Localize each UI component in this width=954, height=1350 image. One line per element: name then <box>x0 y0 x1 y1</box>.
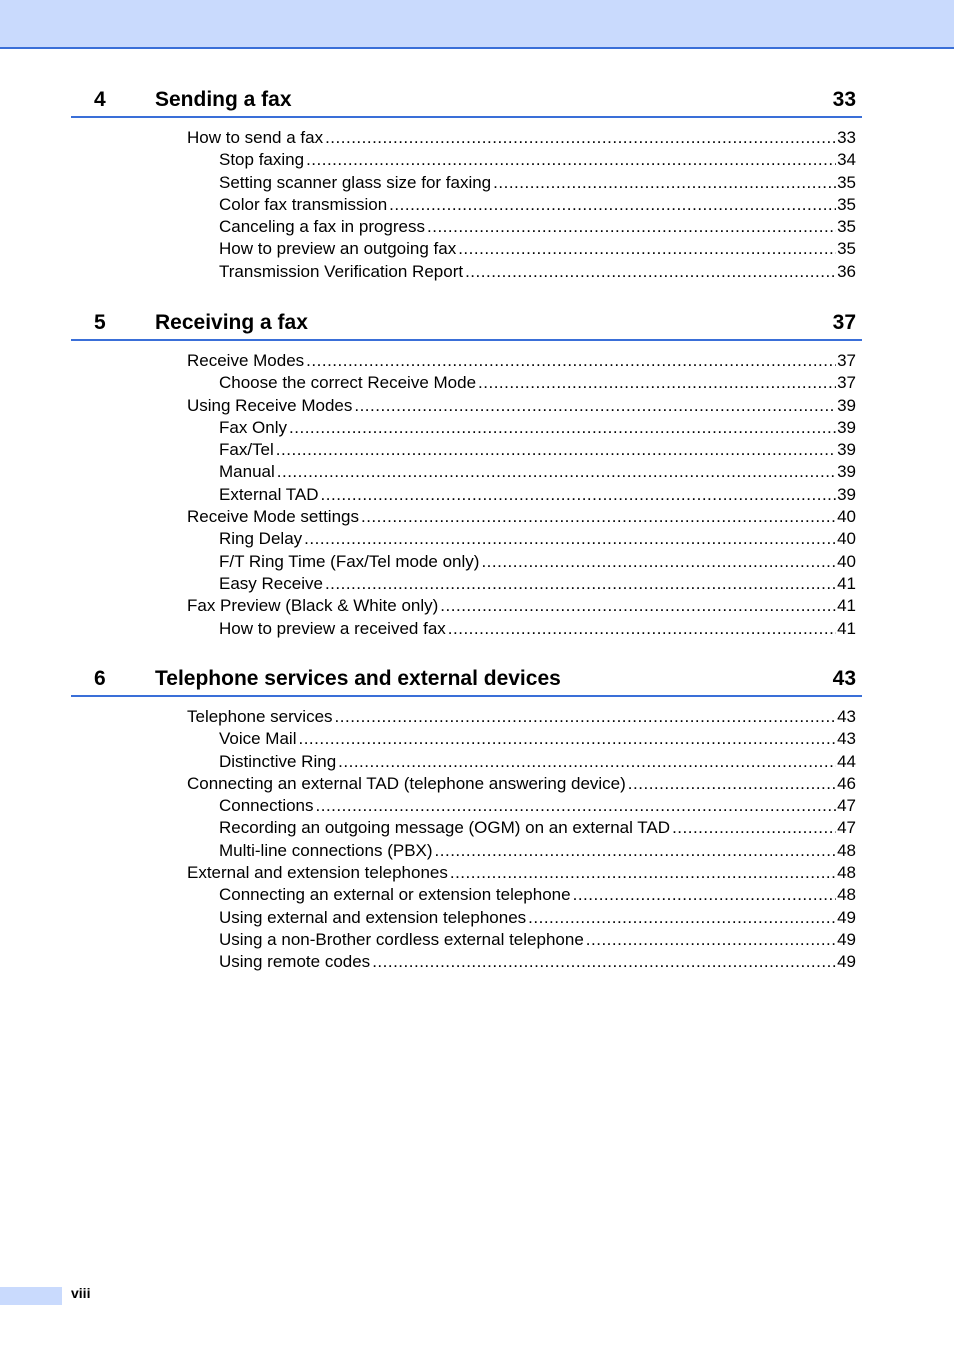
chapter-heading-5 <box>71 311 862 341</box>
toc-entry-title: Connections <box>219 796 314 816</box>
toc-entry-page: 49 <box>837 907 856 927</box>
toc-entry-title: Ring Delay <box>219 529 303 549</box>
toc-entry-title: Fax Preview (Black & White only) <box>187 596 439 616</box>
toc-entry-title: Color fax transmission <box>219 194 388 214</box>
dot-leader <box>427 216 836 238</box>
dot-leader <box>440 595 836 617</box>
toc-entry-title: Connecting an external or extension telephone <box>219 885 571 905</box>
toc-entry-title: Choose the correct Receive Mode <box>219 373 477 393</box>
toc-entry[interactable] <box>219 417 856 439</box>
toc-entry-title: Using remote codes <box>219 952 371 972</box>
dot-leader <box>478 372 836 394</box>
toc-entry-page: 47 <box>837 796 856 816</box>
dot-leader <box>458 238 836 260</box>
dot-leader <box>306 149 836 171</box>
dot-leader <box>448 618 836 640</box>
dot-leader <box>435 840 837 862</box>
chapter-page: 33 <box>832 88 856 111</box>
toc-entry[interactable] <box>187 862 856 884</box>
dot-leader <box>335 706 837 728</box>
toc-entry[interactable] <box>219 261 856 283</box>
dot-leader <box>306 350 836 372</box>
toc-entry[interactable] <box>219 149 856 171</box>
chapter-title: Sending a fax <box>155 88 292 111</box>
dot-leader <box>354 395 836 417</box>
dot-leader <box>325 573 836 595</box>
toc-entry[interactable] <box>219 907 856 929</box>
toc-entry-page: 46 <box>837 773 856 793</box>
toc-entry[interactable] <box>219 172 856 194</box>
toc-entry-title: Connecting an external TAD (telephone answering device) <box>187 773 626 793</box>
toc-entry-page: 43 <box>837 729 856 749</box>
toc-entry[interactable] <box>219 728 856 750</box>
toc-entry[interactable] <box>219 929 856 951</box>
toc-entry[interactable] <box>219 194 856 216</box>
toc-entry[interactable] <box>219 372 856 394</box>
toc-entry[interactable] <box>219 951 856 973</box>
toc-entry-page: 39 <box>837 462 856 482</box>
chapter-entries-5 <box>0 350 954 640</box>
toc-entry[interactable] <box>219 551 856 573</box>
toc-entry[interactable] <box>219 795 856 817</box>
toc-entry-title: Setting scanner glass size for faxing <box>219 172 492 192</box>
toc-entry-page: 35 <box>837 172 856 192</box>
toc-entry-page: 40 <box>837 551 856 571</box>
chapter-entries-4 <box>0 127 954 283</box>
dot-leader <box>277 461 836 483</box>
chapter-number: 5 <box>94 311 106 334</box>
toc-entry-page: 48 <box>837 840 856 860</box>
toc-entry-page: 39 <box>837 484 856 504</box>
dot-leader <box>586 929 836 951</box>
toc-entry-page: 40 <box>837 507 856 527</box>
toc-entry[interactable] <box>219 840 856 862</box>
toc-entry[interactable] <box>219 618 856 640</box>
toc-entry[interactable] <box>219 484 856 506</box>
chapter-heading-6 <box>71 667 862 697</box>
toc-entry-page: 37 <box>837 373 856 393</box>
toc-entry-page: 39 <box>837 395 856 415</box>
toc-entry[interactable] <box>219 817 856 839</box>
toc-entry-title: How to send a fax <box>187 128 324 147</box>
toc-entry-page: 34 <box>837 150 856 170</box>
toc-entry-title: Multi-line connections (PBX) <box>219 840 433 860</box>
chapter-title: Telephone services and external devices <box>155 667 561 690</box>
toc-entry-page: 41 <box>837 596 856 616</box>
toc-entry[interactable] <box>219 573 856 595</box>
toc-entry-title: Receive Mode settings <box>187 507 359 527</box>
toc-entry-page: 35 <box>837 239 856 259</box>
dot-leader <box>465 261 836 283</box>
toc-entry-title: Voice Mail <box>219 729 297 749</box>
chapter-number: 4 <box>94 88 106 111</box>
toc-entry-title: Canceling a fax in progress <box>219 217 426 237</box>
chapter-title: Receiving a fax <box>155 311 308 334</box>
toc-entry-page: 36 <box>837 261 856 281</box>
dot-leader <box>338 751 836 773</box>
toc-entry[interactable] <box>219 439 856 461</box>
toc-entry-page: 44 <box>837 751 856 771</box>
page-number: viii <box>71 1285 91 1301</box>
dot-leader <box>672 817 836 839</box>
dot-leader <box>389 194 836 216</box>
toc-entry[interactable] <box>219 238 856 260</box>
dot-leader <box>628 773 836 795</box>
toc-entry-title: Telephone services <box>187 707 333 726</box>
toc-entry[interactable] <box>187 773 856 795</box>
toc-entry[interactable] <box>187 706 856 728</box>
chapter-page: 37 <box>832 311 856 334</box>
toc-entry-title: Using external and extension telephones <box>219 907 527 927</box>
dot-leader <box>528 907 836 929</box>
toc-entry-title: Fax Only <box>219 417 288 437</box>
toc-entry-page: 49 <box>837 929 856 949</box>
toc-entry[interactable] <box>219 751 856 773</box>
toc-entry[interactable] <box>219 216 856 238</box>
toc-entry-page: 49 <box>837 952 856 972</box>
dot-leader <box>450 862 836 884</box>
header-band <box>0 0 954 49</box>
toc-entry[interactable] <box>219 884 856 906</box>
toc-entry-title: Using Receive Modes <box>187 395 353 415</box>
toc-entry-title: Receive Modes <box>187 351 305 370</box>
toc-entry-title: Using a non-Brother cordless external telephone <box>219 929 584 949</box>
toc-entry-page: 41 <box>837 573 856 593</box>
toc-entry-page: 47 <box>837 818 856 838</box>
toc-entry-page: 41 <box>837 618 856 638</box>
toc-entry-page: 43 <box>837 707 856 726</box>
toc-entry-title: Stop faxing <box>219 150 305 170</box>
toc-entry-title: External and extension telephones <box>187 863 448 883</box>
toc-entry-title: Transmission Verification Report <box>219 261 464 281</box>
dot-leader <box>304 528 836 550</box>
dot-leader <box>361 506 836 528</box>
toc-entry-title: Distinctive Ring <box>219 751 337 771</box>
toc-entry[interactable] <box>219 461 856 483</box>
chapter-page: 43 <box>832 667 856 690</box>
toc-entry-page: 39 <box>837 440 856 460</box>
toc-entry-page: 33 <box>837 128 856 147</box>
toc-entry-title: Recording an outgoing message (OGM) on an external TAD <box>219 818 671 838</box>
toc-entry-title: Fax/Tel <box>219 440 274 460</box>
toc-entry-title: Easy Receive <box>219 573 323 593</box>
toc-entry-page: 35 <box>837 217 856 237</box>
toc-entry-title: Manual <box>219 462 275 482</box>
toc-entry-page: 35 <box>837 194 856 214</box>
toc-entry-title: How to preview an outgoing fax <box>219 239 457 259</box>
toc-entry[interactable] <box>187 127 856 149</box>
dot-leader <box>298 728 836 750</box>
dot-leader <box>289 417 836 439</box>
toc-entry[interactable] <box>219 528 856 550</box>
dot-leader <box>276 439 836 461</box>
toc-entry-title: How to preview a received fax <box>219 618 446 638</box>
dot-leader <box>573 884 836 906</box>
chapter-entries-6 <box>0 706 954 974</box>
toc-entry[interactable] <box>187 395 856 417</box>
dot-leader <box>321 484 837 506</box>
toc-entry[interactable] <box>187 506 856 528</box>
dot-leader <box>325 127 836 149</box>
toc-entry-title: External TAD <box>219 484 319 504</box>
dot-leader <box>372 951 836 973</box>
toc-entry[interactable] <box>187 350 856 372</box>
footer-band <box>0 1287 62 1305</box>
toc-entry-page: 48 <box>837 863 856 883</box>
toc-entry[interactable] <box>187 595 856 617</box>
toc-entry-title: F/T Ring Time (Fax/Tel mode only) <box>219 551 480 571</box>
toc-entry-page: 39 <box>837 417 856 437</box>
toc-entry-page: 37 <box>837 351 856 370</box>
dot-leader <box>316 795 837 817</box>
toc-entry-page: 48 <box>837 885 856 905</box>
chapter-heading-4 <box>71 88 862 118</box>
chapter-number: 6 <box>94 667 106 690</box>
dot-leader <box>481 551 836 573</box>
toc-entry-page: 40 <box>837 529 856 549</box>
dot-leader <box>493 172 836 194</box>
